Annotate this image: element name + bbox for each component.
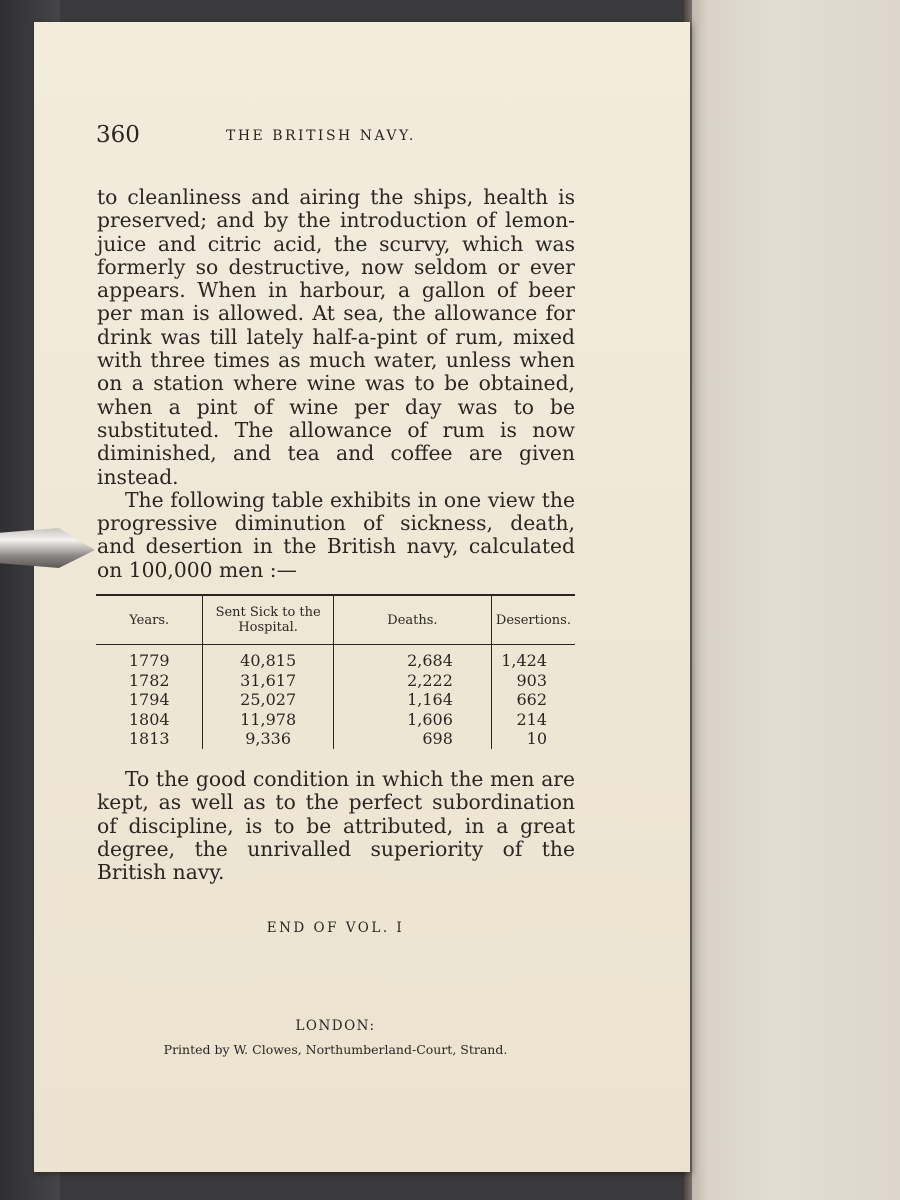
header-desertions: Desertions.	[491, 596, 575, 645]
cell-desertions: 10	[491, 729, 575, 749]
cell-deaths: 2,684	[333, 645, 491, 671]
cell-sick: 9,336	[203, 729, 334, 749]
page-number: 360	[96, 122, 140, 148]
cell-sick: 11,978	[203, 710, 334, 730]
cell-sick: 31,617	[203, 671, 334, 691]
header-deaths: Deaths.	[333, 596, 491, 645]
cell-year: 1794	[128, 690, 170, 710]
paragraph-2: The following table exhibits in one view the progressive diminution of sickness, death, and desertion in the British navy, calculated on 100,000 men :—	[97, 487, 575, 582]
cell-sick: 25,027	[203, 690, 334, 710]
cell-year: 1782	[128, 670, 170, 690]
body-text	[97, 186, 575, 582]
cell-year: 1813	[128, 729, 170, 749]
running-head	[96, 118, 576, 158]
stats-table	[96, 596, 575, 749]
end-of-volume: END OF VOL. I	[266, 920, 405, 936]
table-row	[96, 729, 575, 749]
header-sick: Sent Sick to the Hospital.	[203, 596, 334, 645]
header-years: Years.	[96, 596, 203, 645]
cell-desertions: 903	[491, 671, 575, 691]
cell-desertions: 214	[491, 710, 575, 730]
cell-deaths: 1,606	[333, 710, 491, 730]
running-title: THE BRITISH NAVY.	[226, 128, 416, 144]
facing-page	[688, 0, 900, 1200]
imprint-city: LONDON:	[295, 1018, 376, 1034]
table-row	[96, 645, 575, 671]
statistics-table	[96, 594, 575, 754]
cell-deaths: 1,164	[333, 690, 491, 710]
cell-year: 1779	[128, 651, 170, 671]
table-row	[96, 710, 575, 730]
closing-text	[97, 768, 575, 884]
cell-deaths: 2,222	[333, 671, 491, 691]
table-row	[96, 671, 575, 691]
cell-deaths: 698	[333, 729, 491, 749]
table-header-row	[96, 596, 575, 645]
cell-sick: 40,815	[203, 645, 334, 671]
printer-imprint: Printed by W. Clowes, Northumberland-Court, Strand.	[163, 1042, 508, 1057]
closing-paragraph: To the good condition in which the men are kept, as well as to the perfect subordination of discipline, is to be attributed, in a great degree, the unrivalled superiority of the British navy.	[97, 767, 575, 885]
cell-desertions: 1,424	[491, 645, 575, 671]
paragraph-1: to cleanliness and airing the ships, health is preserved; and by the introduction of lemon-juice and citric acid, the scurvy, which was formerly so destructive, now seldom or ever appears. When in harbour, a gallon of beer per man is allowed. At sea, the allowance for drink was till lately half-a-pint of rum, mixed with three times as much water, unless when on a station where wine was to be obtained, when a pint of wine per day was to be substituted. The allowance of rum is now diminished, and tea and coffee are given instead.	[97, 185, 575, 489]
cell-desertions: 662	[491, 690, 575, 710]
cell-year: 1804	[128, 709, 170, 729]
table-row	[96, 690, 575, 710]
